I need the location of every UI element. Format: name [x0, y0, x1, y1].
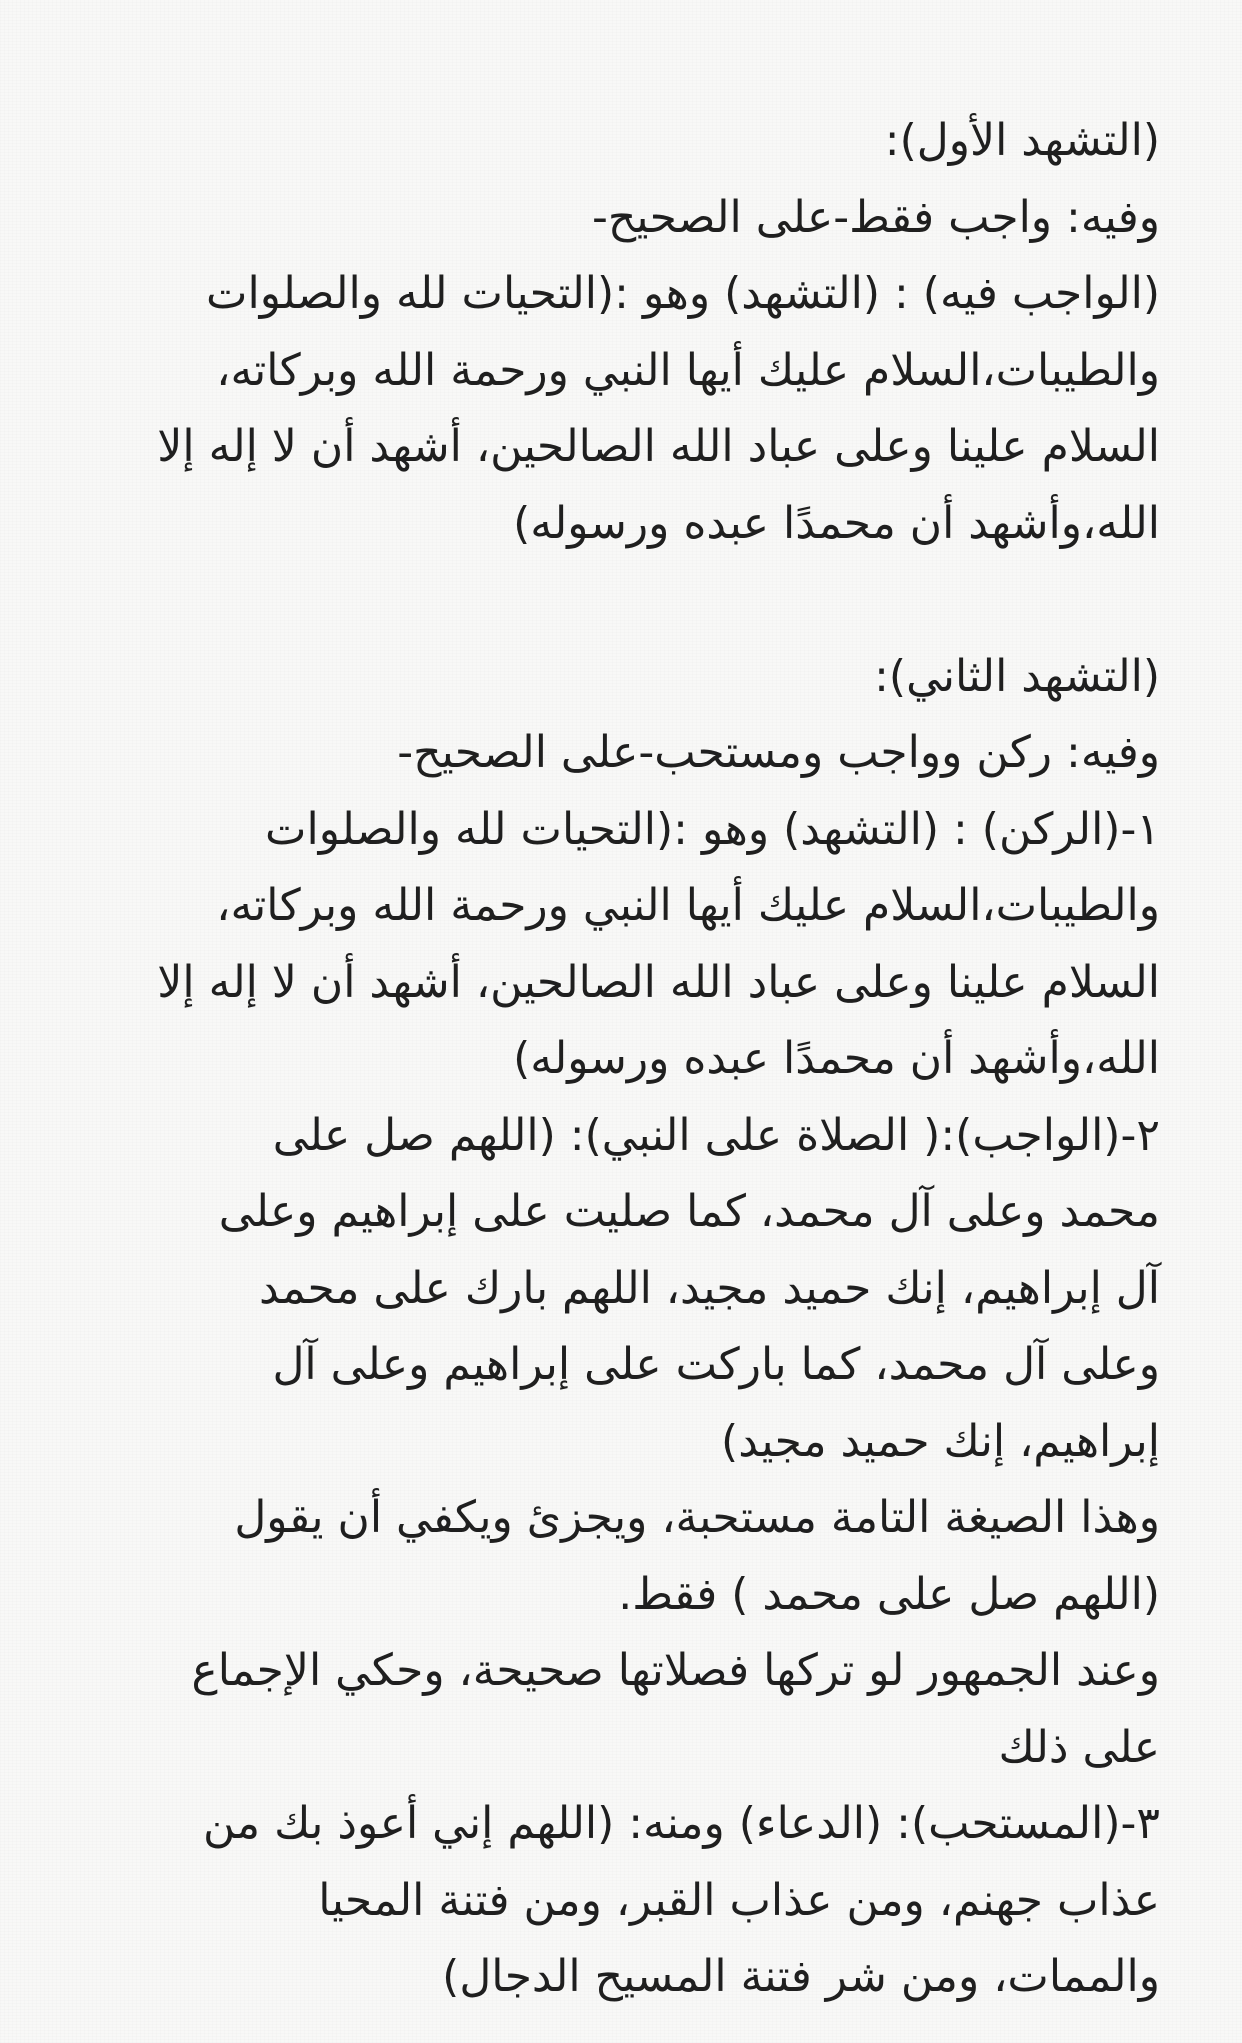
text-line: وفيه: ركن وواجب ومستحب-على الصحيح-	[397, 727, 1160, 778]
text-line: ٣-(المستحب): (الدعاء) ومنه: (اللهم إني أعوذ بك من	[203, 1798, 1160, 1849]
text-line: والطيبات،السلام عليك أيها النبي ورحمة الله وبركاته،	[216, 344, 1160, 396]
text-line: ٢-(الواجب):( الصلاة على النبي): (اللهم صل على	[272, 1109, 1160, 1161]
text-line: على ذلك	[998, 1721, 1160, 1773]
text-line: (الواجب فيه) : (التشهد) وهو :(التحيات لله والصلوات	[206, 268, 1160, 319]
text-line: والطيبات،السلام عليك أيها النبي ورحمة الله وبركاته،	[216, 880, 1160, 931]
text-line: وعلى آل محمد، كما باركت على إبراهيم وعلى آل	[272, 1339, 1160, 1390]
text-line: الله،وأشهد أن محمدًا عبده ورسوله)	[513, 497, 1160, 549]
text-line: والممات، ومن شر فتنة المسيح الدجال)	[442, 1951, 1160, 2002]
text-line: (اللهم صل على محمد ) فقط.	[618, 1568, 1160, 1620]
section-second-tashahhud	[82, 639, 1160, 2016]
section-heading: (التشهد الثاني):	[874, 650, 1160, 702]
text-line: السلام علينا وعلى عباد الله الصالحين، أشهد أن لا إله إلا	[157, 421, 1160, 472]
text-line: الله،وأشهد أن محمدًا عبده ورسوله)	[513, 1033, 1160, 1084]
blank-line	[82, 562, 1160, 639]
text-line: وفيه: واجب فقط-على الصحيح-	[592, 191, 1160, 243]
note-text-body[interactable]	[82, 103, 1160, 2016]
text-line: وعند الجمهور لو تركها فصلاتها صحيحة، وحكي الإجماع	[191, 1645, 1160, 1696]
section-first-tashahhud	[82, 103, 1160, 562]
text-line: عذاب جهنم، ومن عذاب القبر، ومن فتنة المحيا	[318, 1874, 1160, 1926]
text-line: إبراهيم، إنك حميد مجيد)	[721, 1415, 1160, 1467]
text-line: وهذا الصيغة التامة مستحبة، ويجزئ ويكفي أن يقول	[234, 1492, 1160, 1543]
text-line: محمد وعلى آل محمد، كما صليت على إبراهيم وعلى	[218, 1186, 1160, 1237]
text-line: ١-(الركن) : (التشهد) وهو :(التحيات لله والصلوات	[265, 803, 1160, 855]
section-heading: (التشهد الأول):	[884, 115, 1160, 166]
text-line: آل إبراهيم، إنك حميد مجيد، اللهم بارك على محمد	[258, 1262, 1160, 1314]
text-line: السلام علينا وعلى عباد الله الصالحين، أشهد أن لا إله إلا	[157, 956, 1160, 1008]
